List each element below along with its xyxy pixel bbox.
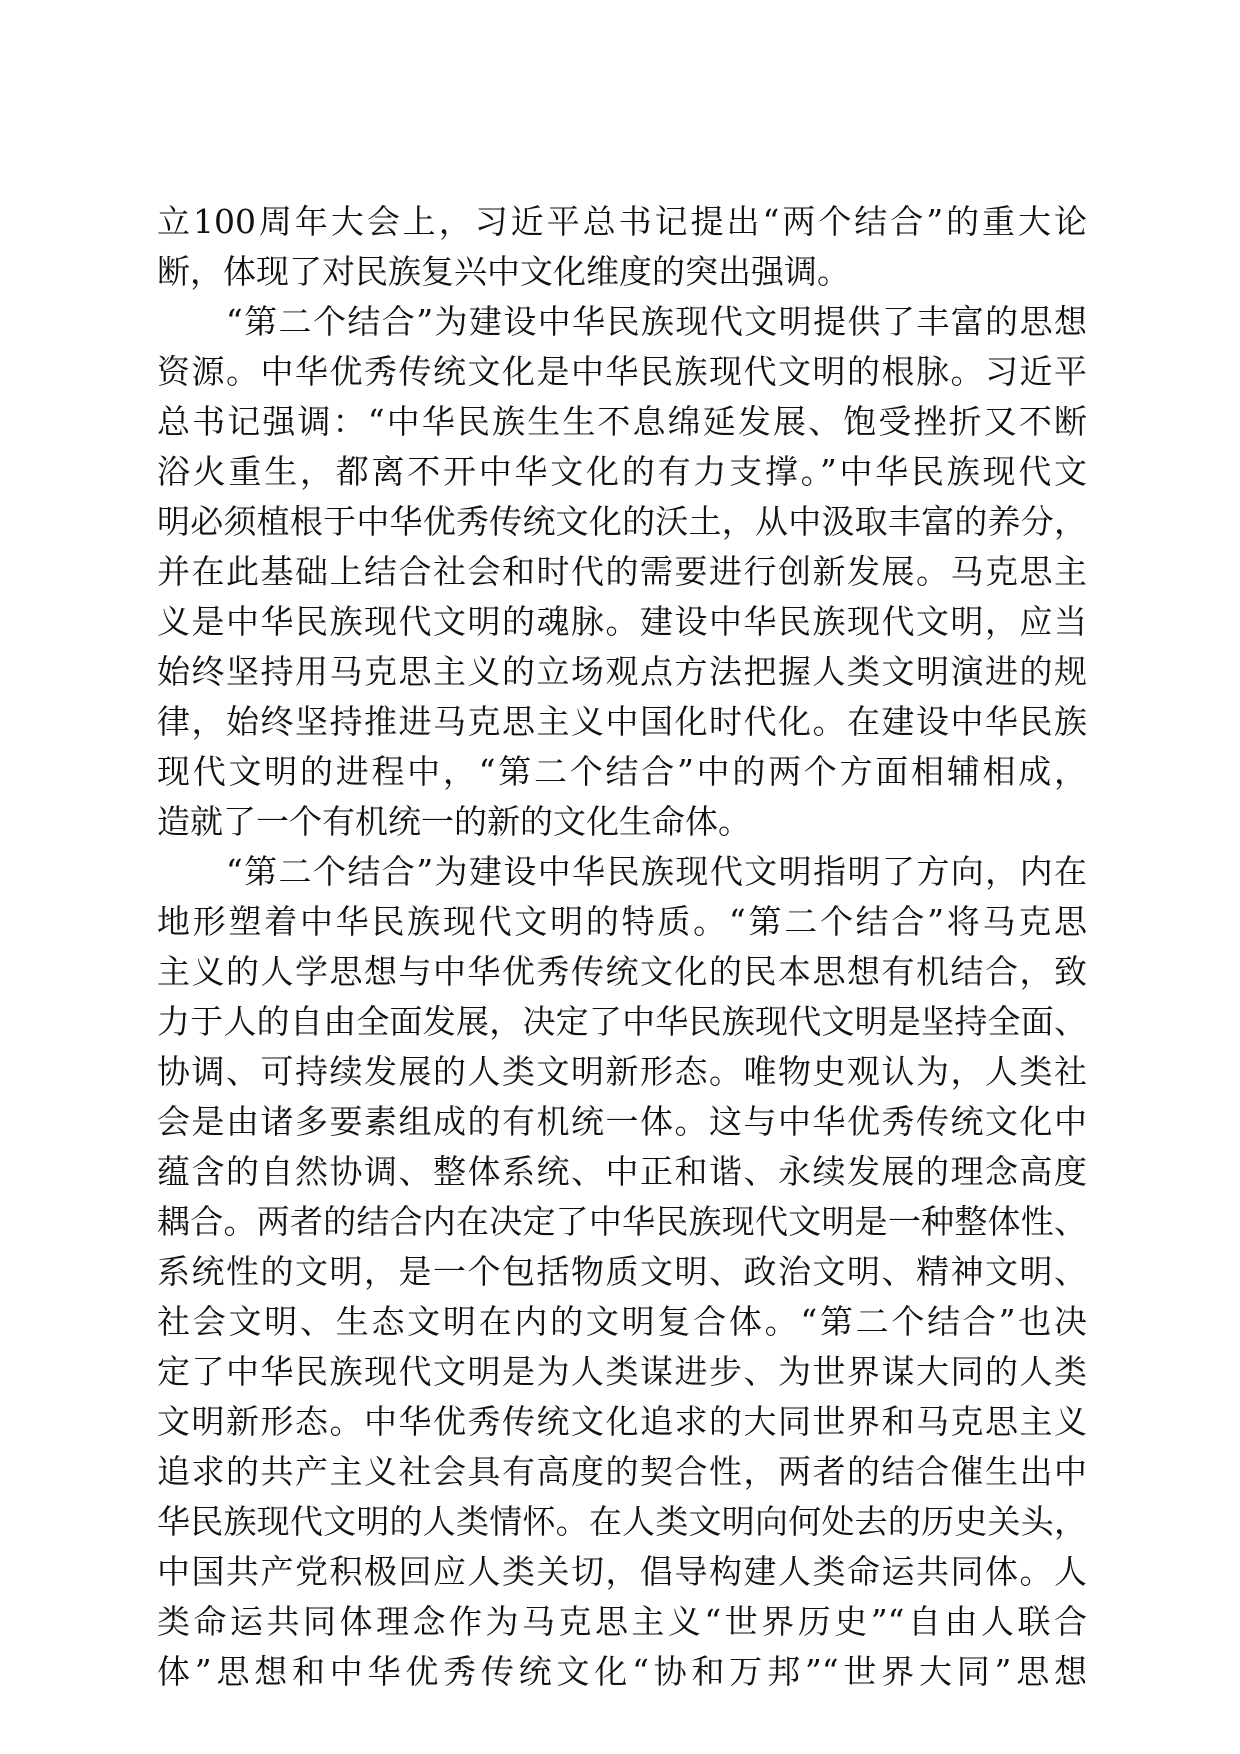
text-line: 义是中华民族现代文明的魂脉。建设中华民族现代文明，应当: [157, 602, 1087, 641]
text-line: 主义的人学思想与中华优秀传统文化的民本思想有机结合，致: [157, 952, 1087, 991]
text-line: 类命运共同体理念作为马克思主义“世界历史”“自由人联合: [157, 1602, 1087, 1641]
text-line: 并在此基础上结合社会和时代的需要进行创新发展。马克思主: [157, 552, 1087, 591]
text-line: 浴火重生，都离不开中华文化的有力支撑。”中华民族现代文: [157, 452, 1087, 491]
text-line: 明必须植根于中华优秀传统文化的沃土，从中汲取丰富的养分，: [157, 502, 1087, 541]
text-line: 耦合。两者的结合内在决定了中华民族现代文明是一种整体性、: [157, 1202, 1087, 1241]
text-line: 会是由诸多要素组成的有机统一体。这与中华优秀传统文化中: [157, 1102, 1087, 1141]
text-line: 协调、可持续发展的人类文明新形态。唯物史观认为，人类社: [157, 1052, 1087, 1091]
text-line: 地形塑着中华民族现代文明的特质。“第二个结合”将马克思: [157, 902, 1087, 941]
text-line: 追求的共产主义社会具有高度的契合性，两者的结合催生出中: [157, 1452, 1087, 1491]
body-text: [157, 197, 1087, 1697]
text-line: 力于人的自由全面发展，决定了中华民族现代文明是坚持全面、: [157, 1002, 1087, 1041]
text-line: 现代文明的进程中，“第二个结合”中的两个方面相辅相成，: [157, 752, 1087, 791]
text-line: 文明新形态。中华优秀传统文化追求的大同世界和马克思主义: [157, 1402, 1087, 1441]
text-line: 造就了一个有机统一的新的文化生命体。: [157, 802, 751, 841]
text-line: 华民族现代文明的人类情怀。在人类文明向何处去的历史关头，: [157, 1502, 1087, 1541]
text-line: 始终坚持用马克思主义的立场观点方法把握人类文明演进的规: [157, 652, 1087, 691]
text-line: 总书记强调：“中华民族生生不息绵延发展、饱受挫折又不断: [157, 402, 1087, 441]
text-line: 体”思想和中华优秀传统文化“协和万邦”“世界大同”思想: [157, 1652, 1087, 1691]
text-line: 断，体现了对民族复兴中文化维度的突出强调。: [157, 252, 850, 291]
text-line: 社会文明、生态文明在内的文明复合体。“第二个结合”也决: [157, 1302, 1087, 1341]
text-line: 立100周年大会上，习近平总书记提出“两个结合”的重大论: [157, 202, 1087, 241]
text-line: “第二个结合”为建设中华民族现代文明指明了方向，内在: [157, 852, 1087, 891]
text-line: 资源。中华优秀传统文化是中华民族现代文明的根脉。习近平: [157, 352, 1087, 391]
text-line: “第二个结合”为建设中华民族现代文明提供了丰富的思想: [157, 302, 1087, 341]
text-line: 中国共产党积极回应人类关切，倡导构建人类命运共同体。人: [157, 1552, 1087, 1591]
text-line: 蕴含的自然协调、整体系统、中正和谐、永续发展的理念高度: [157, 1152, 1087, 1191]
text-line: 律，始终坚持推进马克思主义中国化时代化。在建设中华民族: [157, 702, 1087, 741]
text-line: 系统性的文明，是一个包括物质文明、政治文明、精神文明、: [157, 1252, 1087, 1291]
text-line: 定了中华民族现代文明是为人类谋进步、为世界谋大同的人类: [157, 1352, 1087, 1391]
